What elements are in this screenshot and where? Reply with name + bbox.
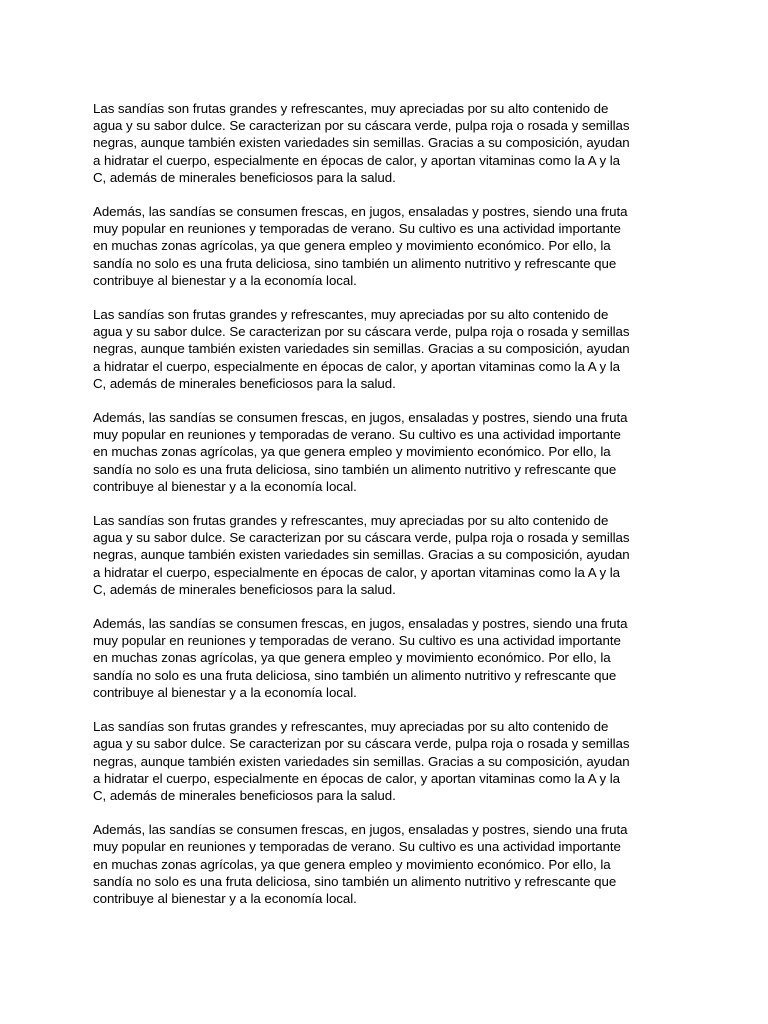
paragraph-3 [93, 306, 681, 392]
paragraph-4 [93, 409, 681, 495]
text-line: Las sandías son frutas grandes y refrescantes, muy apreciadas por su alto contenido de [93, 101, 609, 116]
text-line: muy popular en reuniones y temporadas de verano. Su cultivo es una actividad importante [93, 221, 621, 237]
document-page [93, 100, 681, 924]
text-line: negras, aunque también existen variedades sin semillas. Gracias a su composición, ayudan [93, 135, 630, 151]
text-line: a hidratar el cuerpo, especialmente en épocas de calor, y aportan vitaminas como la A y la [93, 770, 620, 786]
text-line: sandía no solo es una fruta deliciosa, sino también un alimento nutritivo y refrescante que [93, 461, 617, 477]
text-line: C, además de minerales beneficiosos para la salud. [93, 787, 396, 803]
text-line: C, además de minerales beneficiosos para la salud. [93, 375, 396, 391]
paragraph-1 [93, 100, 681, 186]
text-line: negras, aunque también existen variedades sin semillas. Gracias a su composición, ayudan [93, 547, 630, 563]
text-line: Además, las sandías se consumen frescas, en jugos, ensaladas y postres, siendo una fruta [93, 410, 628, 426]
text-line: muy popular en reuniones y temporadas de verano. Su cultivo es una actividad importante [93, 839, 621, 855]
text-line: sandía no solo es una fruta deliciosa, sino también un alimento nutritivo y refrescante que [93, 873, 617, 889]
text-line: sandía no solo es una fruta deliciosa, sino también un alimento nutritivo y refrescante que [93, 255, 617, 271]
text-line: agua y su sabor dulce. Se caracterizan por su cáscara verde, pulpa roja o rosada y semillas [93, 736, 630, 752]
text-line: muy popular en reuniones y temporadas de verano. Su cultivo es una actividad importante [93, 633, 621, 649]
text-line: negras, aunque también existen variedades sin semillas. Gracias a su composición, ayudan [93, 341, 630, 357]
text-line: contribuye al bienestar y a la economía local. [93, 478, 357, 494]
text-line: negras, aunque también existen variedades sin semillas. Gracias a su composición, ayudan [93, 753, 630, 769]
text-line: Las sandías son frutas grandes y refrescantes, muy apreciadas por su alto contenido de [93, 513, 609, 529]
paragraph-8 [93, 821, 681, 907]
text-line: Además, las sandías se consumen frescas, en jugos, ensaladas y postres, siendo una fruta [93, 204, 628, 220]
text-line: C, además de minerales beneficiosos para la salud. [93, 581, 396, 597]
text-line: Las sandías son frutas grandes y refrescantes, muy apreciadas por su alto contenido de [93, 719, 609, 735]
text-line: agua y su sabor dulce. Se caracterizan por su cáscara verde, pulpa roja o rosada y semillas [93, 324, 630, 340]
text-line: contribuye al bienestar y a la economía local. [93, 890, 357, 906]
paragraph-7 [93, 718, 681, 804]
text-line: en muchas zonas agrícolas, ya que genera empleo y movimiento económico. Por ello, la [93, 856, 611, 872]
text-line: agua y su sabor dulce. Se caracterizan por su cáscara verde, pulpa roja o rosada y semillas [93, 118, 630, 134]
text-line: C, además de minerales beneficiosos para la salud. [93, 169, 396, 185]
text-line: muy popular en reuniones y temporadas de verano. Su cultivo es una actividad importante [93, 427, 621, 443]
text-line: agua y su sabor dulce. Se caracterizan por su cáscara verde, pulpa roja o rosada y semillas [93, 530, 630, 546]
text-line: en muchas zonas agrícolas, ya que genera empleo y movimiento económico. Por ello, la [93, 238, 611, 254]
text-line: contribuye al bienestar y a la economía local. [93, 684, 357, 700]
text-line: a hidratar el cuerpo, especialmente en épocas de calor, y aportan vitaminas como la A y la [93, 358, 620, 374]
text-line: a hidratar el cuerpo, especialmente en épocas de calor, y aportan vitaminas como la A y la [93, 152, 620, 168]
paragraph-6 [93, 615, 681, 701]
text-line: contribuye al bienestar y a la economía local. [93, 272, 357, 288]
text-line: en muchas zonas agrícolas, ya que genera empleo y movimiento económico. Por ello, la [93, 650, 611, 666]
text-line: Además, las sandías se consumen frescas, en jugos, ensaladas y postres, siendo una fruta [93, 616, 628, 632]
text-line: sandía no solo es una fruta deliciosa, sino también un alimento nutritivo y refrescante que [93, 667, 617, 683]
text-line: en muchas zonas agrícolas, ya que genera empleo y movimiento económico. Por ello, la [93, 444, 611, 460]
paragraph-2 [93, 203, 681, 289]
text-line: Las sandías son frutas grandes y refrescantes, muy apreciadas por su alto contenido de [93, 307, 609, 323]
text-line: a hidratar el cuerpo, especialmente en épocas de calor, y aportan vitaminas como la A y la [93, 564, 620, 580]
paragraph-5 [93, 512, 681, 598]
text-line: Además, las sandías se consumen frescas, en jugos, ensaladas y postres, siendo una fruta [93, 822, 628, 838]
